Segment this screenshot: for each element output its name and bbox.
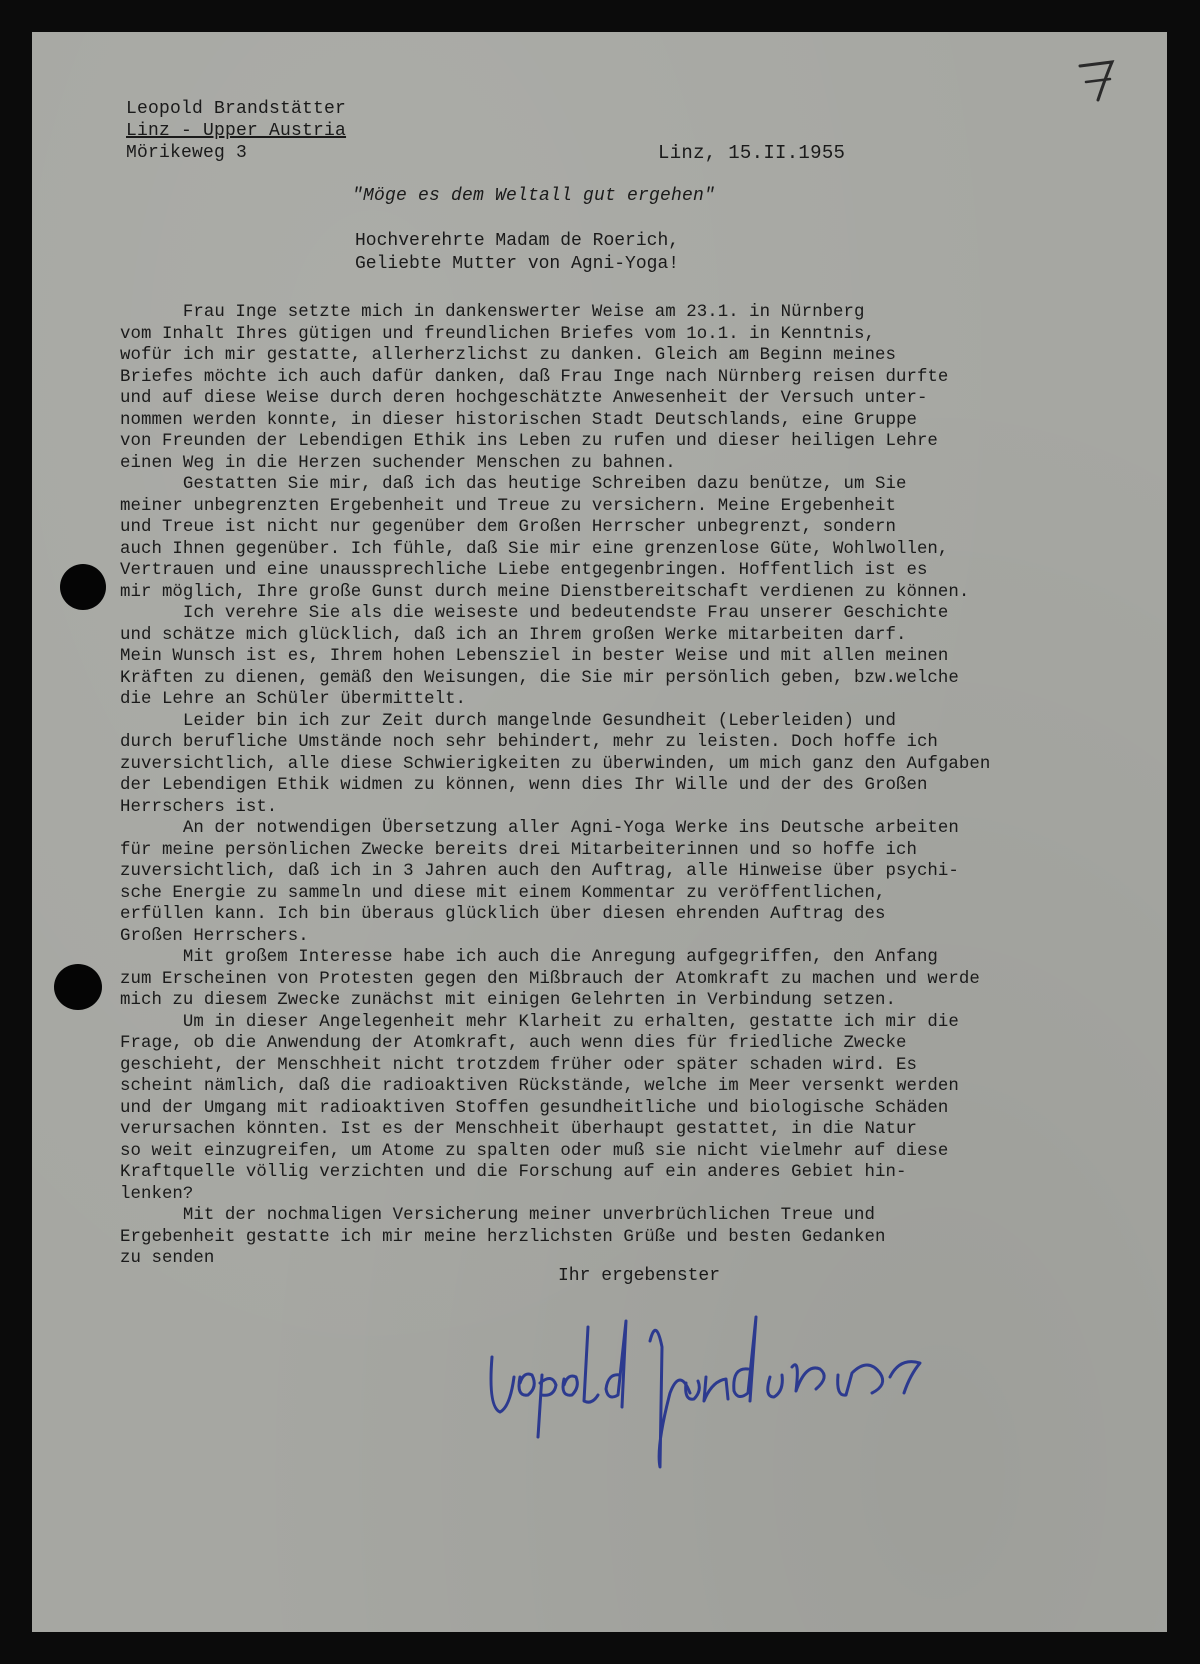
- body-line: geschieht, der Menschheit nicht trotzdem früher oder später schaden wird. Es: [120, 1055, 917, 1075]
- body-line: Mit der nochmaligen Versicherung meiner unverbrüchlichen Treue und: [120, 1206, 875, 1225]
- body-line: zuversichtlich, daß ich in 3 Jahren auch den Auftrag, alle Hinweise über psychi-: [120, 862, 959, 881]
- body-line: Kraftquelle völlig verzichten und die Forschung auf ein anderes Gebiet hin-: [120, 1163, 907, 1182]
- body-line: Mit großem Interesse habe ich auch die Anregung aufgegriffen, den Anfang: [120, 948, 938, 967]
- body-line: und auf diese Weise durch deren hochgeschätzte Anwesenheit der Versuch unter-: [120, 389, 928, 408]
- body-line: An der notwendigen Übersetzung aller Agni-Yoga Werke ins Deutsche arbeiten: [120, 819, 959, 838]
- body-line: Mein Wunsch ist es, Ihrem hohen Lebensziel in bester Weise und mit allen meinen: [120, 647, 949, 666]
- body-line: erfüllen kann. Ich bin überaus glücklich über diesen ehrenden Auftrag des: [120, 905, 886, 924]
- body-line: der Lebendigen Ethik widmen zu können, wenn dies Ihr Wille und der des Großen: [120, 776, 928, 795]
- body-line: Gestatten Sie mir, daß ich das heutige Schreiben dazu benütze, um Sie: [120, 475, 907, 494]
- sender-city: Linz - Upper Austria: [126, 121, 347, 141]
- letter-body: [120, 302, 1130, 1270]
- letter-date: Linz, 15.II.1955: [658, 142, 846, 164]
- body-line: mich zu diesem Zwecke zunächst mit einigen Gelehrten in Verbindung setzen.: [120, 991, 896, 1010]
- sender-address: [126, 98, 346, 164]
- body-line: Um in dieser Angelegenheit mehr Klarheit zu erhalten, gestatte ich mir die: [120, 1012, 959, 1032]
- body-line: Großen Herrschers.: [120, 926, 309, 946]
- body-line: vom Inhalt Ihres gütigen und freundlichen Briefes vom 1o.1. in Kenntnis,: [120, 324, 875, 344]
- handwritten-signature: [480, 1297, 940, 1472]
- letter-page: [32, 32, 1167, 1632]
- body-line: lenken?: [120, 1184, 194, 1204]
- body-line: und Treue ist nicht nur gegenüber dem Großen Herrscher unbegrenzt, sondern: [120, 518, 896, 537]
- body-line: Kräften zu dienen, gemäß den Weisungen, die Sie mir persönlich geben, bzw.welche: [120, 668, 959, 688]
- sender-street: Mörikeweg 3: [126, 143, 248, 163]
- body-line: zuversichtlich, alle diese Schwierigkeiten zu überwinden, um mich ganz den Aufgaben: [120, 754, 991, 774]
- body-line: Ich verehre Sie als die weiseste und bedeutendste Frau unserer Geschichte: [120, 604, 949, 623]
- body-line: Herrschers ist.: [120, 797, 278, 817]
- body-line: Frau Inge setzte mich in dankenswerter Weise am 23.1. in Nürnberg: [120, 303, 865, 322]
- body-line: durch berufliche Umstände noch sehr behindert, mehr zu leisten. Doch hoffe ich: [120, 733, 938, 752]
- body-line: zu senden: [120, 1249, 215, 1268]
- sender-name: Leopold Brandstätter: [126, 99, 347, 119]
- body-line: und der Umgang mit radioaktiven Stoffen gesundheitliche und biologische Schäden: [120, 1098, 949, 1118]
- body-line: zum Erscheinen von Protesten gegen den Mißbrauch der Atomkraft zu machen und werde: [120, 969, 980, 989]
- body-line: wofür ich mir gestatte, allerherzlichst zu danken. Gleich am Beginn meines: [120, 346, 896, 365]
- letter-motto: "Möge es dem Weltall gut ergehen": [352, 186, 716, 206]
- body-line: und schätze mich glücklich, daß ich an Ihrem großen Werke mitarbeiten darf.: [120, 625, 907, 645]
- body-line: verursachen könnten. Ist es der Menschheit überhaupt gestattet, in die Natur: [120, 1120, 917, 1139]
- page-number-mark: [1072, 52, 1132, 112]
- body-line: meiner unbegrenzten Ergebenheit und Treue zu versichern. Meine Ergebenheit: [120, 496, 896, 516]
- punch-hole: [54, 964, 102, 1010]
- salutation: [355, 230, 679, 276]
- body-line: scheint nämlich, daß die radioaktiven Rückstände, welche im Meer versenkt werden: [120, 1077, 959, 1096]
- body-line: mir möglich, Ihre große Gunst durch meine Dienstbereitschaft verdienen zu können.: [120, 582, 970, 602]
- punch-hole: [60, 564, 106, 610]
- body-line: Frage, ob die Anwendung der Atomkraft, auch wenn dies für friedliche Zwecke: [120, 1034, 907, 1053]
- body-line: Vertrauen und eine unaussprechliche Liebe entgegenbringen. Hoffentlich ist es: [120, 561, 928, 580]
- body-line: Leider bin ich zur Zeit durch mangelnde Gesundheit (Leberleiden) und: [120, 711, 896, 731]
- salutation-line: Hochverehrte Madam de Roerich,: [355, 231, 680, 251]
- body-line: auch Ihnen gegenüber. Ich fühle, daß Sie mir eine grenzenlose Güte, Wohlwollen,: [120, 539, 949, 559]
- body-line: Ergebenheit gestatte ich mir meine herzlichsten Grüße und besten Gedanken: [120, 1227, 886, 1247]
- body-line: so weit einzugreifen, um Atome zu spalten oder muß sie nicht vielmehr auf diese: [120, 1141, 949, 1161]
- salutation-line: Geliebte Mutter von Agni-Yoga!: [355, 254, 680, 274]
- body-line: die Lehre an Schüler übermittelt.: [120, 690, 467, 709]
- body-line: von Freunden der Lebendigen Ethik ins Leben zu rufen und dieser heiligen Lehre: [120, 432, 938, 451]
- body-line: nommen werden konnte, in dieser historischen Stadt Deutschlands, eine Gruppe: [120, 410, 917, 430]
- body-line: für meine persönlichen Zwecke bereits drei Mitarbeiterinnen und so hoffe ich: [120, 840, 917, 860]
- body-line: sche Energie zu sammeln und diese mit einem Kommentar zu veröffentlichen,: [120, 883, 886, 903]
- closing-phrase: Ihr ergebenster: [558, 1266, 721, 1286]
- body-line: Briefes möchte ich auch dafür danken, daß Frau Inge nach Nürnberg reisen durfte: [120, 367, 949, 387]
- body-line: einen Weg in die Herzen suchender Menschen zu bahnen.: [120, 453, 676, 473]
